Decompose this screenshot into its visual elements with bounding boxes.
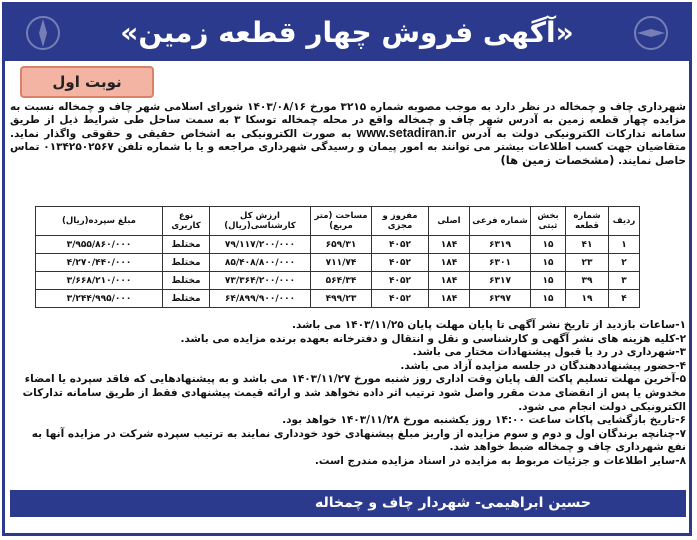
- col-header: بخش ثبتی: [531, 207, 566, 236]
- col-header: مبلغ سپرده(ریال): [36, 207, 163, 236]
- table-cell: ۱۸۴: [429, 272, 470, 290]
- condition-item: ۴-حضور پیشنهاددهندگان در جلسه مزایده آزاد می باشد.: [400, 359, 686, 372]
- table-cell: ۳: [609, 272, 640, 290]
- table-cell: ۲۳: [566, 254, 609, 272]
- table-cell: ۱۵: [531, 272, 566, 290]
- first-round-badge: نوبت اول: [20, 66, 154, 98]
- table-cell: ۱۸۴: [429, 290, 470, 308]
- col-header: مساحت (متر مربع): [311, 207, 372, 236]
- table-cell: ۴۱: [566, 236, 609, 254]
- setad-link[interactable]: www.setadiran.ir: [356, 126, 457, 140]
- table-cell: ۸۵/۴۰۸/۸۰۰/۰۰۰: [210, 254, 311, 272]
- intro-text-1: شهرداری چاف و چمخاله در نظر دارد به موجب مصوبه شماره ۳۲۱۵ مورخ ۱۴۰۳/۰۸/۱۶ شورای اسلامی شهر چاف و چمخاله نسبت به مزایده چهار قطعه زمین به آدرس شهر چاف و چمخاله واقع در محله چمخاله توسکا ۳ به سمت ساحل طی شرایط ذیل از طریق سامانه تدارکات الکترونیکی دولت به آدرس: [10, 101, 686, 140]
- table-row: [36, 254, 640, 272]
- table-cell: ۱۵: [531, 290, 566, 308]
- table-cell: ۳/۶۶۸/۲۱۰/۰۰۰: [36, 272, 163, 290]
- land-specs-subtitle: (مشخصات زمین ها): [500, 153, 615, 167]
- intro-text-2: به صورت الکترونیکی به اشخاص حقیقی و حقوقی واگذار نماید. متقاضیان جهت کسب اطلاعات بیشتر می توانند به امور پیمان و رسیدگی شهرداری مراجعه و یا با شماره تلفن ۰۱۳۴۲۵۰۲۵۶۷ تماس حاصل نمایند.: [10, 128, 686, 167]
- title-banner: [5, 5, 689, 61]
- table-cell: ۳/۹۵۵/۸۶۰/۰۰۰: [36, 236, 163, 254]
- table-cell: ۴: [609, 290, 640, 308]
- condition-item: ۲-کلیه هزینه های نشر آگهی و کارشناسی و نقل و انتقال و دفترخانه بعهده برنده مزایده می باشد.: [180, 332, 686, 345]
- col-header: شماره فرعی: [470, 207, 531, 236]
- table-cell: ۴۰۵۲: [372, 290, 429, 308]
- table-cell: ۵۶۴/۳۴: [311, 272, 372, 290]
- table-cell: ۲: [609, 254, 640, 272]
- col-header: ردیف: [609, 207, 640, 236]
- table-cell: ۴/۲۷۰/۴۴۰/۰۰۰: [36, 254, 163, 272]
- table-cell: ۶۲۹۷: [470, 290, 531, 308]
- condition-item: ۵-آخرین مهلت تسلیم پاکت الف پایان وقت اداری روز شنبه مورخ ۱۴۰۳/۱۱/۲۷ می باشد و به پیشنهادهایی که فاقد سپرده یا امضاء مخدوش یا پس از انقضای مدت مقرر واصل شود ترتیب اثر داده نخواهد شد و ارائه قیمت پیشنهادی فقط از طریق سامانه تدارکات الکترونیکی دولت انجام می شود.: [22, 373, 686, 413]
- table-cell: ۱۵: [531, 236, 566, 254]
- col-header: شماره قطعه: [566, 207, 609, 236]
- table-cell: مختلط: [163, 290, 210, 308]
- table-cell: مختلط: [163, 272, 210, 290]
- intro-paragraph: [10, 101, 686, 168]
- table-cell: ۴۰۵۲: [372, 272, 429, 290]
- table-cell: ۶۳۰۱: [470, 254, 531, 272]
- col-header: مفروز و مجزی: [372, 207, 429, 236]
- table-cell: ۱۸۴: [429, 236, 470, 254]
- signature-text: حسین ابراهیمی- شهردار چاف و چمخاله: [314, 495, 591, 511]
- notice-title: «آگهی فروش چهار قطعه زمین»: [120, 16, 574, 49]
- table-cell: ۷۹/۱۱۷/۲۰۰/۰۰۰: [210, 236, 311, 254]
- condition-item: ۶-تاریخ بازگشایی پاکات ساعت ۱۴:۰۰ روز یکشنبه مورخ ۱۴۰۳/۱۱/۲۸ خواهد بود.: [282, 414, 686, 427]
- condition-item: ۷-چنانچه برندگان اول و دوم و سوم مزایده از واریز مبلغ پیشنهادی خود خودداری نمایند به ترتیب سپرده شرکت در مزایده آنها به نفع شهرداری چاف و چمخاله ضبط خواهد شد.: [31, 427, 686, 454]
- conditions-list: [10, 319, 686, 469]
- col-header: نوع کاربری: [163, 207, 210, 236]
- table-cell: ۶۴/۸۹۹/۹۰۰/۰۰۰: [210, 290, 311, 308]
- condition-item: ۳-شهرداری در رد یا قبول پیشنهادات مختار می باشد.: [412, 346, 686, 359]
- table-cell: ۳/۲۴۴/۹۹۵/۰۰۰: [36, 290, 163, 308]
- table-cell: ۴۰۵۲: [372, 236, 429, 254]
- table-cell: ۱۵: [531, 254, 566, 272]
- land-specs-table: [35, 206, 640, 308]
- table-row: [36, 290, 640, 308]
- table-cell: مختلط: [163, 254, 210, 272]
- table-cell: ۱۸۴: [429, 254, 470, 272]
- ornament-icon: [23, 13, 63, 53]
- table-cell: ۳۹: [566, 272, 609, 290]
- table-cell: ۶۵۹/۳۱: [311, 236, 372, 254]
- condition-item: ۱-ساعات بازدید از تاریخ نشر آگهی تا پایان مهلت پایان ۱۴۰۳/۱۱/۲۵ می باشد.: [292, 319, 686, 331]
- table-row: [36, 236, 640, 254]
- table-cell: ۷۱۱/۷۴: [311, 254, 372, 272]
- table-cell: ۴۹۹/۲۳: [311, 290, 372, 308]
- table-cell: ۱۹: [566, 290, 609, 308]
- col-header: اصلی: [429, 207, 470, 236]
- signature-banner: [10, 490, 686, 517]
- ornament-icon: [631, 13, 671, 53]
- table-cell: ۱: [609, 236, 640, 254]
- table-header-row: [36, 207, 640, 236]
- table-cell: ۴۰۵۲: [372, 254, 429, 272]
- table-cell: ۶۳۱۹: [470, 236, 531, 254]
- condition-item: ۸-سایر اطلاعات و جزئیات مربوط به مزایده در اسناد مزایده مندرج است.: [314, 454, 686, 467]
- table-cell: ۶۳۱۷: [470, 272, 531, 290]
- table-row: [36, 272, 640, 290]
- table-cell: ۷۳/۳۶۴/۲۰۰/۰۰۰: [210, 272, 311, 290]
- col-header: ارزش کل کارشناسی(ریال): [210, 207, 311, 236]
- table-cell: مختلط: [163, 236, 210, 254]
